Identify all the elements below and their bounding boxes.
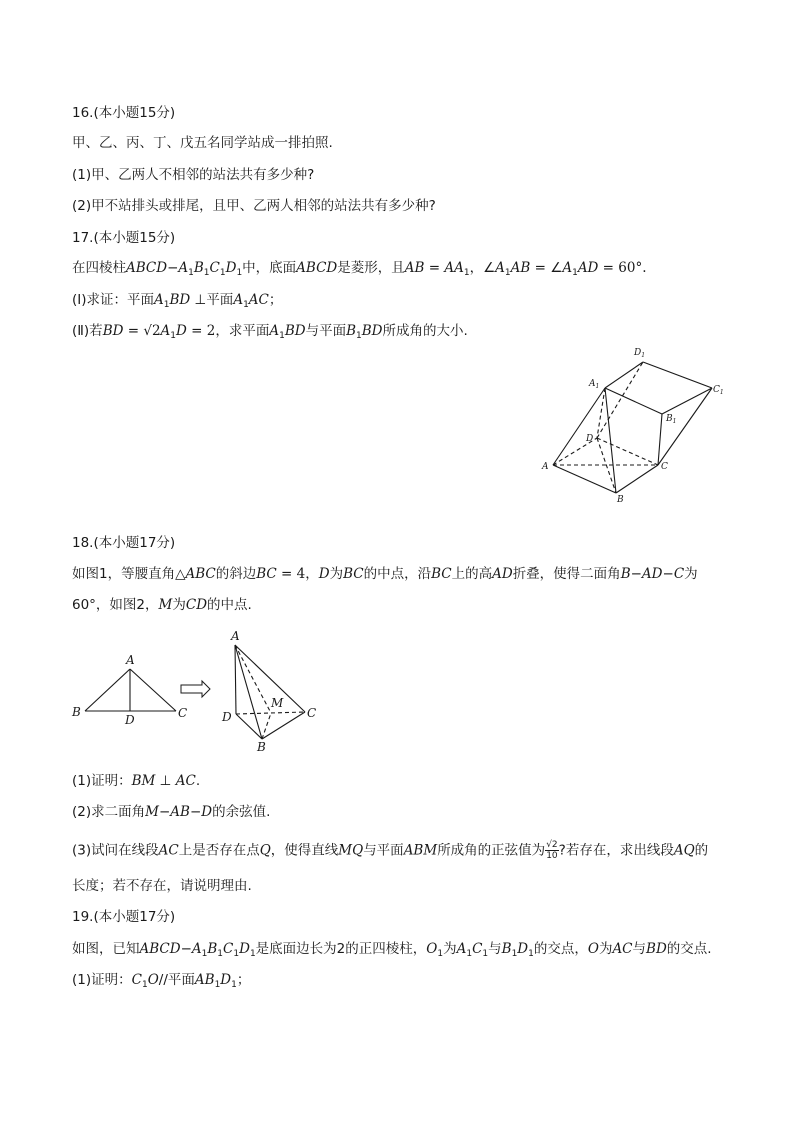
q17-part1: (Ⅰ)求证：平面$A_1BD$ ⊥平面$A_1AC$； <box>72 292 283 310</box>
fig1-label-D: D <box>125 713 135 727</box>
q18-part3-cont: 长度；若不存在，请说明理由. <box>72 878 252 894</box>
q18-part2: (2)求二面角M−AB−D的余弦值. <box>72 804 271 820</box>
fig2-label-A: A <box>231 629 240 643</box>
fig2-label-M: M <box>271 696 284 710</box>
fig1-label-C: C <box>178 706 188 720</box>
q16-stem: 甲、乙、丙、丁、戊五名同学站成一排拍照. <box>72 135 333 151</box>
q16-part1: (1)甲、乙两人不相邻的站法共有多少种? <box>72 167 315 183</box>
label-B1: $B_1$ <box>666 414 677 425</box>
label-D1: $D_1$ <box>634 348 646 359</box>
q18-part3: (3)试问在线段AC上是否存在点Q，使得直线MQ与平面ABM所成角的正弦值为 $\frac{√2}{10}$ ?若存在，求出线段AQ的 <box>72 840 709 861</box>
label-B: B <box>617 495 624 505</box>
q18-stem: 如图1，等腰直角△ABC的斜边BC = 4，D为BC的中点，沿BC上的高AD折叠，使得二面角B−AD−C为 <box>72 566 698 582</box>
q19-stem: 如图，已知$ABCD-A_1B_1C_1D_1$是底面边长为2的正四棱柱，$O_1$为$A_1C_1$与$B_1D_1$的交点，O为AC与BD的交点. <box>72 941 712 959</box>
q17-stem: 在四棱柱$ABCD-A_1B_1C_1D_1$中，底面ABCD是菱形，且AB = $AA_1$，$\angle A_1AB$ = $\angle A_1AD = 60^\circ$. <box>72 260 647 278</box>
fig1-label-B: B <box>72 705 81 719</box>
fraction-sqrt2-over-10: $\frac{√2}{10}$ <box>546 840 558 861</box>
label-A: A <box>542 462 549 472</box>
q18-stem-cont: 60°，如图2，M为CD的中点. <box>72 597 252 613</box>
label-A1: $A_1$ <box>589 379 600 390</box>
fig1-label-A: A <box>126 653 135 667</box>
label-C1: $C_1$ <box>713 385 724 396</box>
label-C: C <box>661 462 668 472</box>
q18-part1: (1)证明：BM ⊥ AC. <box>72 773 201 789</box>
q16-part2: (2)甲不站排头或排尾，且甲、乙两人相邻的站法共有多少种? <box>72 198 436 214</box>
label-D: D <box>586 434 594 444</box>
q19-header: 19.(本小题17分) <box>72 909 176 925</box>
fig2-label-D: D <box>222 710 232 724</box>
q18-header: 18.(本小题17分) <box>72 535 176 551</box>
q16-header: 16.(本小题15分) <box>72 105 176 121</box>
q17-header: 17.(本小题15分) <box>72 230 176 246</box>
fig2-label-B: B <box>257 740 266 754</box>
q19-part1: (1)证明：$C_1O//$平面$AB_1D_1$； <box>72 972 251 990</box>
fig2-label-C: C <box>307 706 317 720</box>
q17-part2: (Ⅱ)若BD = $√2A_1D = 2$，求平面$A_1BD$与平面$B_1BD$所成角的大小. <box>72 323 468 341</box>
